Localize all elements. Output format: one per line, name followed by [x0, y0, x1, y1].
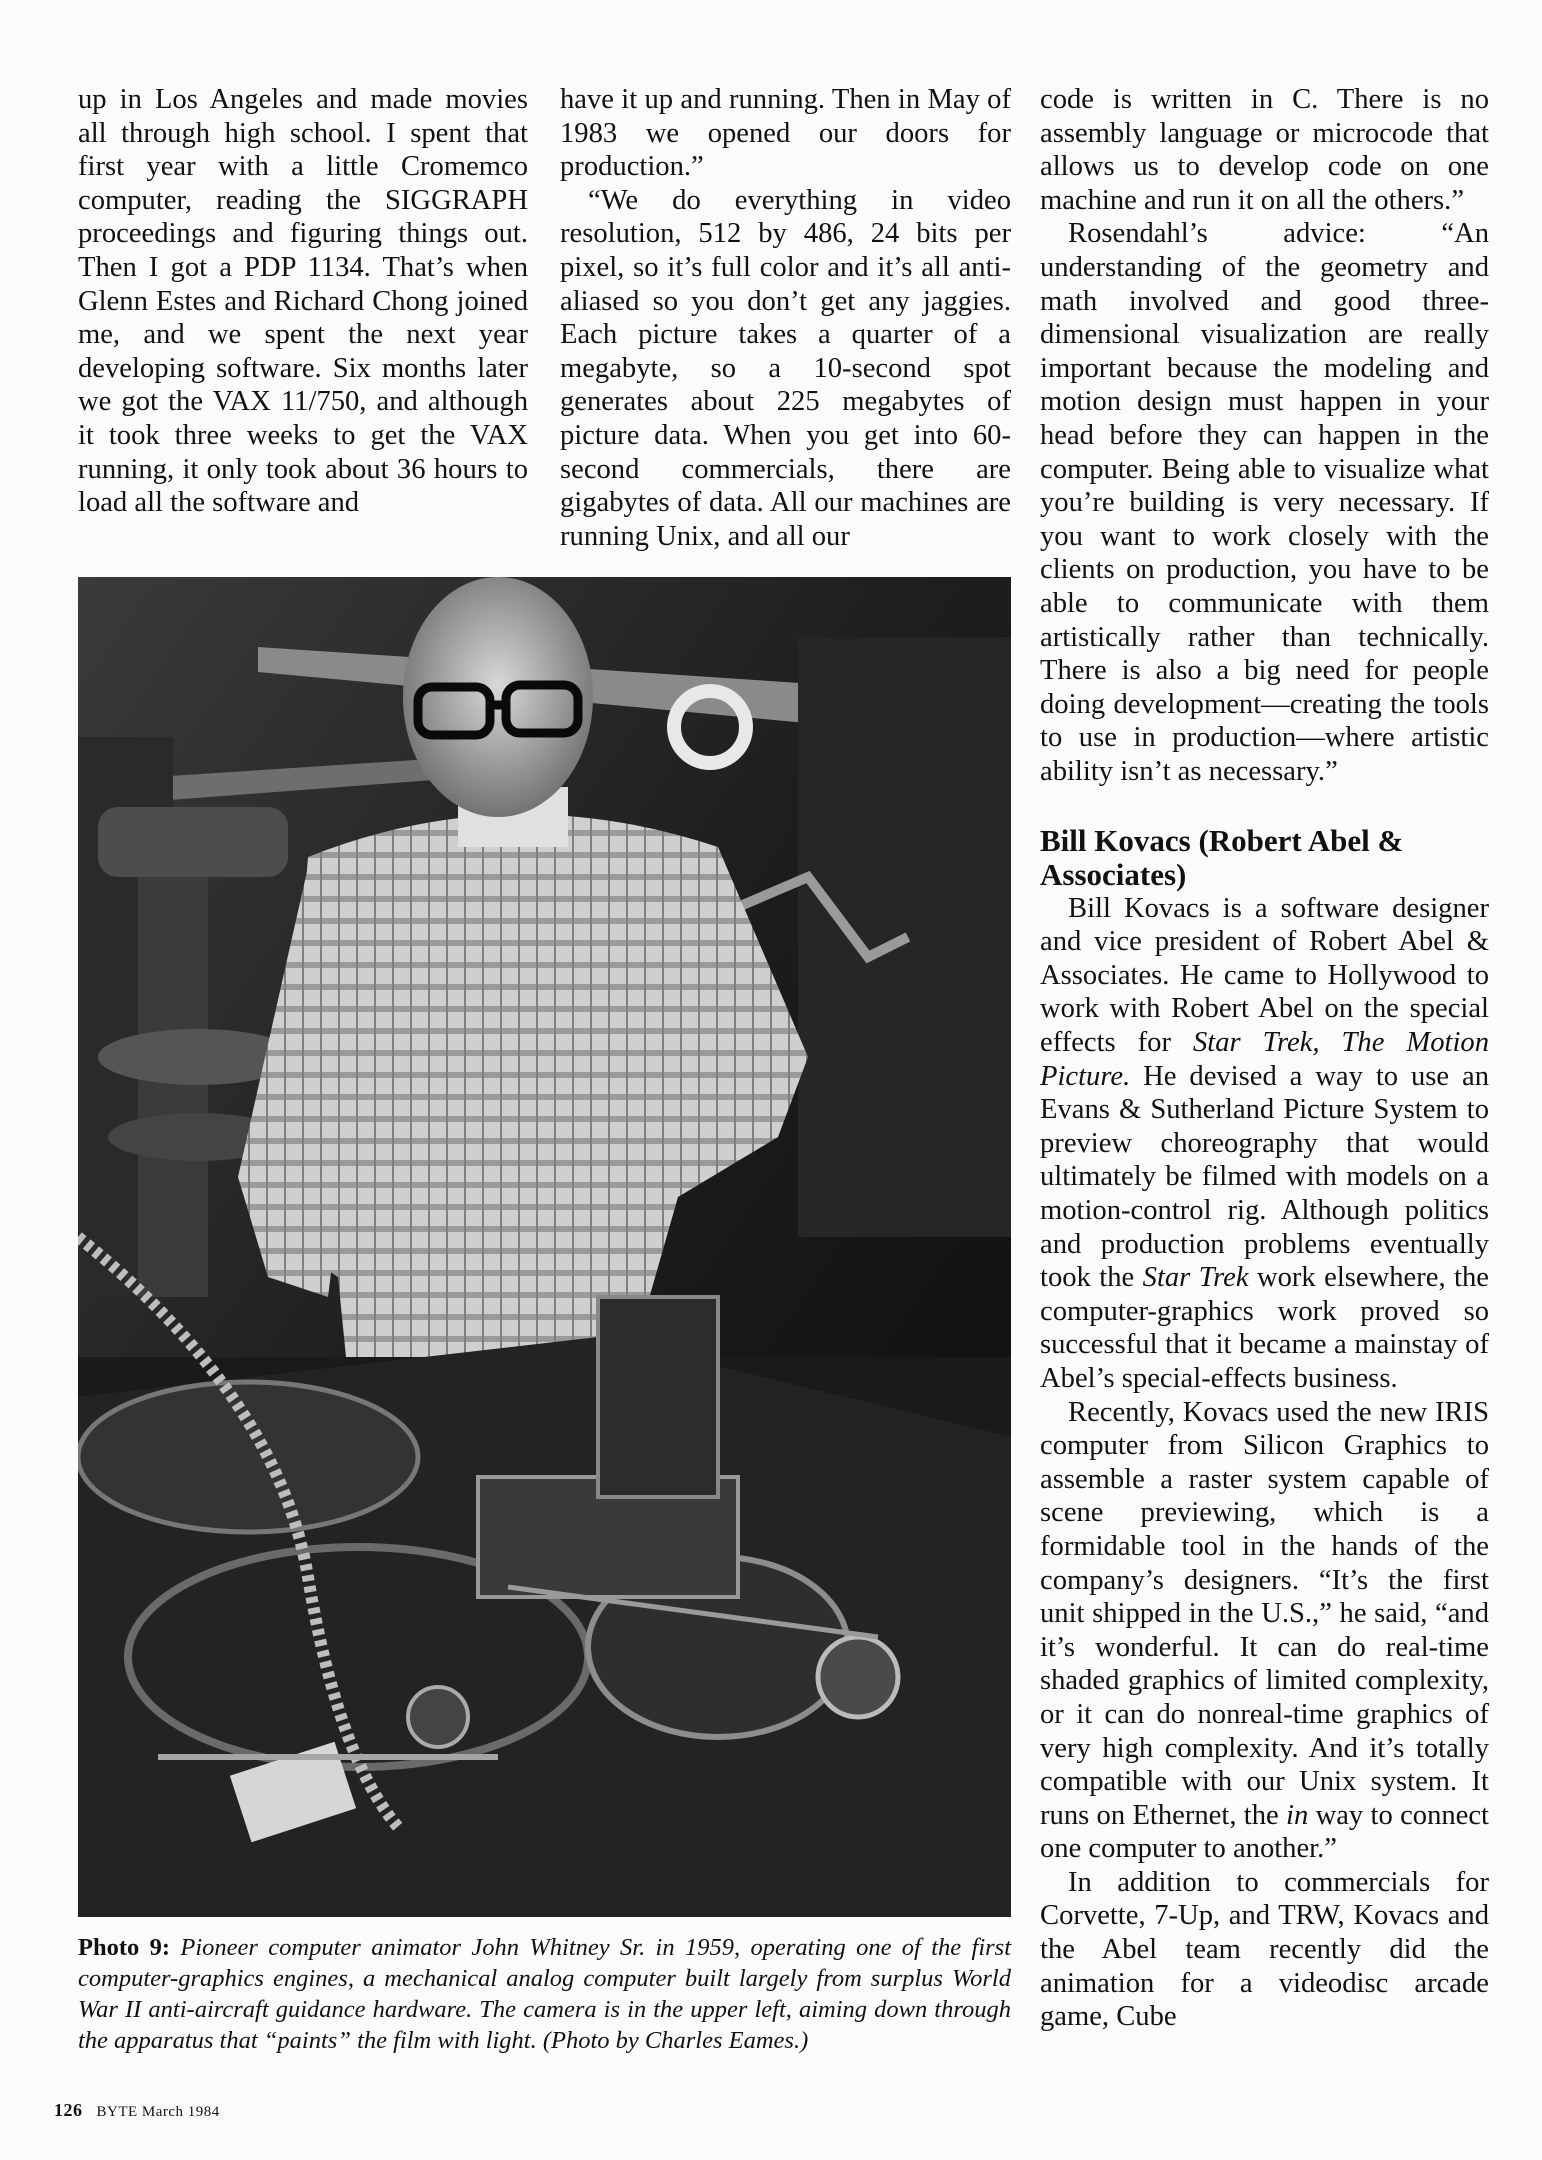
body-paragraph: “We do everything in video resolution, 512 by 486, 24 bits per pixel, so it’s full color and it’s all anti-aliased so you don’t get any jaggies. Each picture takes a quarter of a megabyte, so a 10-second spot generates about 225 megabytes of picture data. When you get into 60-second commercials, there are gigabytes of data. All our machines are running Unix, and all our: [560, 184, 1011, 552]
text-run: He devised a way to use an Evans & Sutherland Picture System to preview choreography that would ultimately be filmed with models on a motion-control rig. Although politics and production problems eventually took the: [1040, 1060, 1489, 1294]
photo-caption: [78, 1932, 1011, 2056]
emphasis: in: [1286, 1799, 1309, 1831]
page-number: 126: [54, 2100, 83, 2120]
film-title: Star Trek, The Motion Picture.: [1040, 1027, 1489, 1092]
caption-label: Photo 9:: [78, 1934, 171, 1961]
body-paragraph: have it up and running. Then in May of 1983 we opened our doors for production.”: [560, 84, 1011, 183]
article-column-3: [1040, 83, 1489, 2034]
body-paragraph: up in Los Angeles and made movies all through high school. I spent that first year with a little Cromemco computer, reading the SIGGRAPH proceedings and figuring things out. Then I got a PDP 1134. That’s when Glenn Estes and Richard Chong joined me, and we spent the next year developing software. Six months later we got the VAX 11/750, and although it took three weeks to get the VAX running, it only took about 36 hours to load all the software and: [78, 84, 528, 519]
article-column-2: [560, 83, 1011, 553]
text-run: work elsewhere, the computer-graphics work proved so successful that it became a mainstay of Abel’s special-effects business.: [1040, 1262, 1489, 1394]
section-heading: Bill Kovacs (Robert Abel & Associates): [1040, 823, 1404, 893]
text-run: way to connect one computer to another.”: [1040, 1799, 1490, 1865]
body-paragraph: Rosendahl’s advice: “An understanding of the geometry and math involved and good three-dimensional visualization are really important because the modeling and motion design must happen in your head before they can happen in the computer. Being able to visualize what you’re building is very necessary. If you want to work closely with the clients on production, you have to be able to communicate with them artistically rather than technically. There is also a big need for people doing development—creating the tools to use in production—where artistic ability isn’t as necessary.”: [1040, 218, 1489, 787]
body-paragraph: In addition to commercials for Corvette, 7-Up, and TRW, Kovacs and the Abel team recently did the animation for a videodisc arcade game, Cube: [1040, 1866, 1489, 2033]
page-footer: [54, 2100, 220, 2121]
article-column-1: [78, 83, 528, 520]
publication-line: BYTE March 1984: [96, 2104, 220, 2120]
body-paragraph: code is written in C. There is no assembly language or microcode that allows us to develop code on one machine and run it on all the others.”: [1040, 84, 1489, 216]
text-run: Recently, Kovacs used the new IRIS computer from Silicon Graphics to assemble a raster system capable of scene previewing, which is a formidable tool in the hands of the company’s designers. “It’s the first unit shipped in the U.S.,” he said, “and it’s wonderful. It can do real-time shaded graphics of limited complexity, or it can do nonreal-time graphics of very high complexity. And it’s totally compatible with our Unix system. It runs on Ethernet, the: [1040, 1396, 1489, 1831]
photo-illustration: [78, 577, 1011, 1917]
text-run: Bill Kovacs is a software designer and vice president of Robert Abel & Associates. He came to Hollywood to work with Robert Abel on the special effects for: [1040, 892, 1489, 1059]
photo-john-whitney: [78, 577, 1011, 1917]
caption-text: Pioneer computer animator John Whitney Sr. in 1959, operating one of the first computer-graphics engines, a mechanical analog computer built largely from surplus World War II anti-aircraft guidance hardware. The camera is in the upper left, aiming down through the apparatus that “paints” the film with light. (Photo by Charles Eames.): [78, 1934, 1012, 2054]
film-title: Star Trek: [1142, 1262, 1249, 1294]
body-paragraph: [1040, 892, 1489, 1396]
body-paragraph: [1040, 1396, 1489, 1866]
